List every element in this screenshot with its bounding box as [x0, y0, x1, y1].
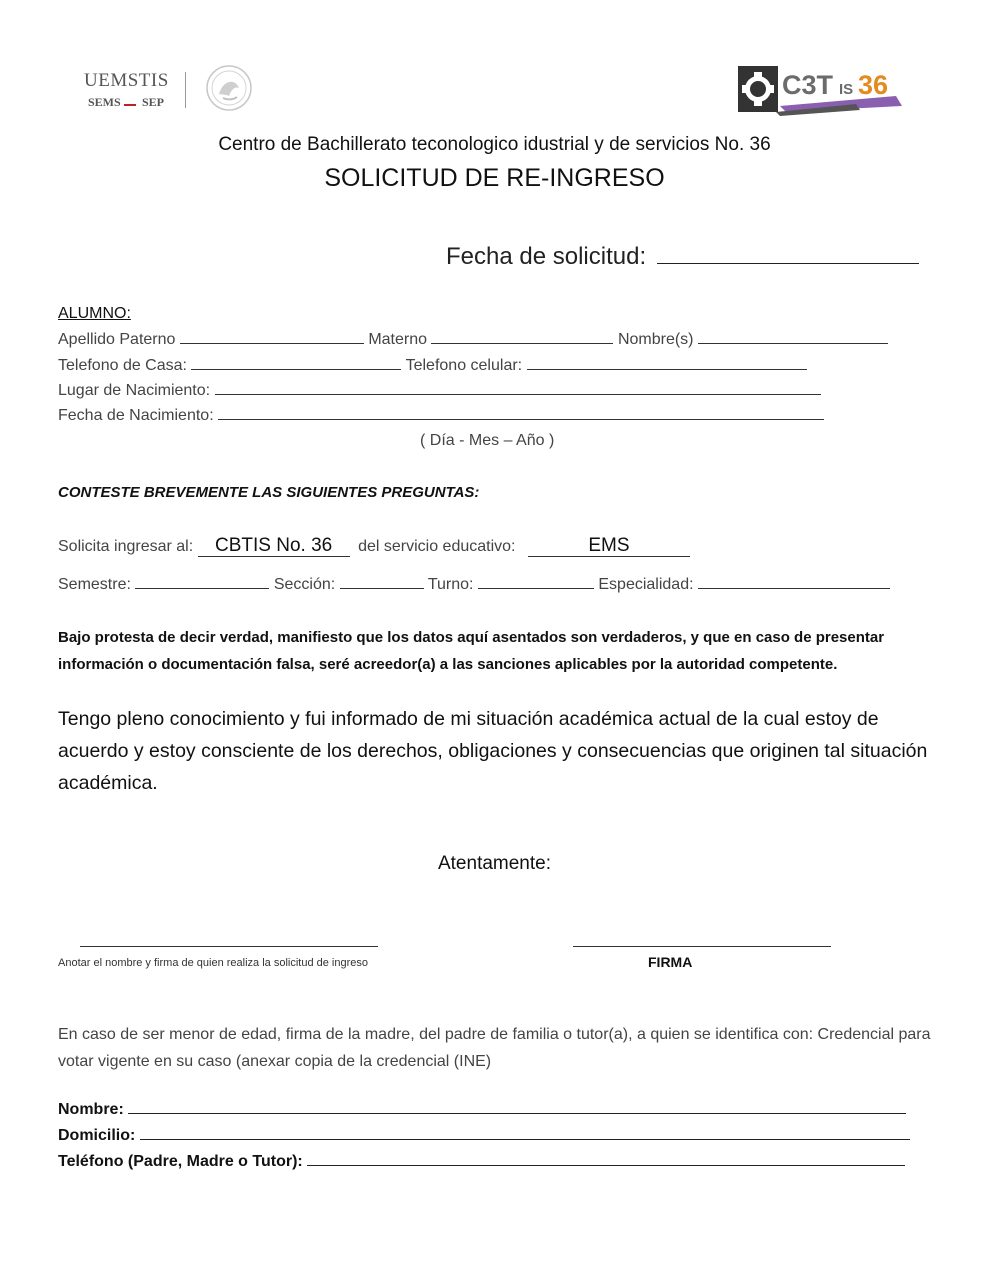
seccion-label: Sección:	[273, 576, 336, 593]
turno-field[interactable]	[478, 575, 594, 589]
apellido-paterno-label: Apellido Paterno	[58, 331, 176, 348]
seccion-field[interactable]	[340, 575, 424, 589]
especialidad-field[interactable]	[698, 575, 890, 589]
semestre-row	[58, 575, 890, 594]
firma-label: FIRMA	[648, 954, 693, 970]
tutor-domicilio-row	[58, 1126, 910, 1145]
cbtis-logo	[736, 62, 906, 116]
fecha-nacimiento-field[interactable]	[218, 406, 824, 420]
apellido-paterno-field[interactable]	[180, 330, 364, 344]
svg-text:C3T: C3T	[782, 70, 834, 100]
solicita-row	[58, 536, 690, 557]
telefono-celular-field[interactable]	[527, 356, 807, 370]
fecha-solicitud-field[interactable]	[657, 243, 919, 264]
minor-note: En caso de ser menor de edad, firma de la madre, del padre de familia o tutor(a), a quien se identifica con: Credencial para votar vigente en su caso (anexar copia de la credencial (INE)	[58, 1026, 931, 1070]
gear-icon	[738, 66, 778, 112]
especialidad-label: Especialidad:	[598, 576, 694, 593]
tutor-domicilio-field[interactable]	[140, 1126, 910, 1140]
tutor-nombre-field[interactable]	[128, 1100, 906, 1114]
national-seal-icon	[205, 64, 253, 112]
atentamente-label: Atentamente:	[437, 853, 552, 874]
semestre-label: Semestre:	[58, 576, 131, 593]
lugar-nacimiento-label: Lugar de Nacimiento:	[58, 382, 211, 399]
svg-text:IS: IS	[839, 81, 854, 98]
phone-row	[58, 356, 807, 375]
tutor-telefono-label: Teléfono (Padre, Madre o Tutor):	[58, 1153, 303, 1170]
servicio-label: del servicio educativo:	[358, 538, 516, 555]
tutor-domicilio-label: Domicilio:	[58, 1127, 136, 1144]
solicita-label: Solicita ingresar al:	[58, 538, 194, 555]
svg-text:36: 36	[858, 70, 889, 100]
materno-label: Materno	[368, 331, 428, 348]
applicant-signature-line[interactable]	[80, 946, 378, 947]
fecha-nacimiento-label: Fecha de Nacimiento:	[58, 407, 214, 424]
fecha-solicitud-label: Fecha de solicitud:	[446, 243, 647, 270]
protest-statement: Bajo protesta de decir verdad, manifiesto que los datos aquí asentados son verdaderos, y que en caso de presentar información o documentación falsa, seré acreedor(a) a las sanciones aplicables por la autoridad competente.	[58, 629, 885, 673]
firma-signature-line[interactable]	[573, 946, 831, 947]
alumno-heading: ALUMNO:	[58, 305, 131, 322]
fecha-nacimiento-row	[58, 406, 824, 425]
telefono-celular-label: Telefono celular:	[405, 357, 523, 374]
date-format-hint: ( Día - Mes – Año )	[420, 432, 555, 449]
questions-heading: CONTESTE BREVEMENTE LAS SIGUIENTES PREGUNTAS:	[58, 484, 480, 501]
turno-label: Turno:	[427, 576, 474, 593]
servicio-field[interactable]: EMS	[528, 536, 690, 557]
tutor-nombre-label: Nombre:	[58, 1101, 124, 1118]
sep-label: SEP	[142, 95, 165, 109]
solicita-field[interactable]: CBTIS No. 36	[198, 536, 350, 557]
tutor-telefono-row	[58, 1152, 905, 1171]
fecha-solicitud-row	[446, 243, 919, 271]
lugar-nacimiento-row	[58, 381, 821, 400]
tutor-nombre-row	[58, 1100, 906, 1119]
cbtis-logo-graphic	[736, 62, 906, 116]
tutor-telefono-field[interactable]	[307, 1152, 905, 1166]
school-name: Centro de Bachillerato teconologico idustrial y de servicios No. 36	[218, 134, 771, 155]
lugar-nacimiento-field[interactable]	[215, 381, 821, 395]
materno-field[interactable]	[431, 330, 613, 344]
telefono-casa-label: Telefono de Casa:	[58, 357, 187, 374]
telefono-casa-field[interactable]	[191, 356, 401, 370]
awareness-statement: Tengo pleno conocimiento y fui informado de mi situación académica actual de la cual estoy de acuerdo y estoy consciente de los derechos, obligaciones y consecuencias que originen tal situación académica.	[58, 708, 928, 794]
form-title: SOLICITUD DE RE-INGRESO	[324, 164, 665, 192]
semestre-field[interactable]	[135, 575, 269, 589]
uemstis-logo-name: UEMSTIS	[84, 70, 169, 91]
sems-label: SEMS	[88, 95, 121, 109]
nombres-field[interactable]	[698, 330, 888, 344]
nombres-label: Nombre(s)	[617, 331, 694, 348]
uemstis-logo	[84, 70, 260, 112]
signature-caption: Anotar el nombre y firma de quien realiza la solicitud de ingreso	[58, 957, 368, 969]
name-row	[58, 330, 888, 349]
